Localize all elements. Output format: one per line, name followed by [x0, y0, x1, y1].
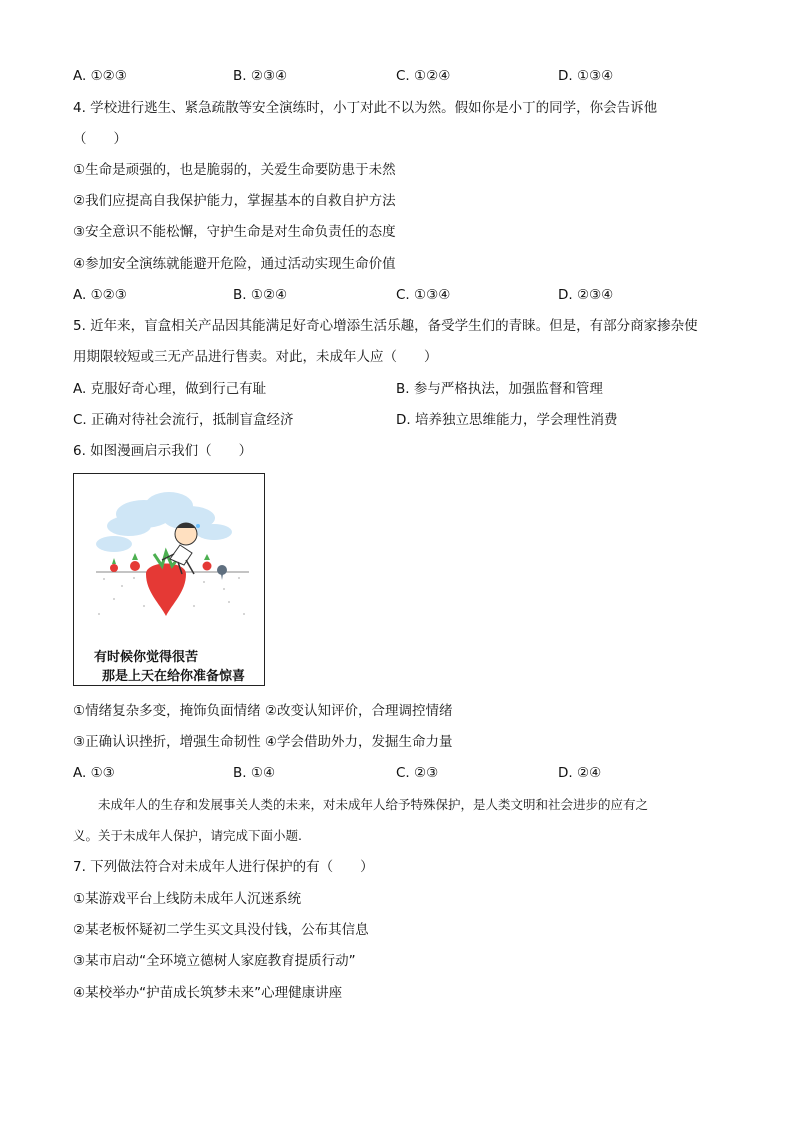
q3-option-b: B. ②③④: [233, 68, 288, 84]
q6-stem: 6. 如图漫画启示我们（ ）: [73, 443, 253, 459]
q5-option-a: A. 克服好奇心理，做到行己有耻: [73, 381, 267, 397]
q7-item-1: ①某游戏平台上线防未成年人沉迷系统: [73, 891, 302, 907]
q6-option-b: B. ①④: [233, 765, 276, 781]
q6-item-2: ③正确认识挫折，增强生命韧性 ④学会借助外力，发掘生命力量: [73, 734, 453, 750]
cloud-icon: [96, 492, 232, 552]
q4-option-a: A. ①②③: [73, 287, 127, 303]
q4-option-b: B. ①②④: [233, 287, 288, 303]
q3-option-a: A. ①②③: [73, 68, 127, 84]
q4-stem: 4. 学校进行逃生、紧急疏散等安全演练时，小丁对此不以为然。假如你是小丁的同学，你会告诉他: [73, 100, 658, 116]
q6-option-a: A. ①③: [73, 765, 115, 781]
q7-item-3: ③某市启动“全环境立德树人家庭教育提质行动”: [73, 953, 356, 969]
q4-option-c: C. ①③④: [396, 287, 451, 303]
material-line-1: 未成年人的生存和发展事关人类的未来，对未成年人给予特殊保护，是人类文明和社会进步的应有之: [98, 797, 649, 812]
q3-option-d: D. ①③④: [558, 68, 614, 84]
comic-caption-2: 那是上天在给你准备惊喜: [102, 669, 246, 684]
q4-answer-paren: （ ）: [73, 131, 127, 147]
q3-option-c: C. ①②④: [396, 68, 451, 84]
q5-option-c: C. 正确对待社会流行，抵制盲盒经济: [73, 412, 294, 428]
q7-item-4: ④某校举办“护苗成长筑梦未来”心理健康讲座: [73, 985, 343, 1001]
q6-comic: [73, 473, 265, 686]
q5-option-d: D. 培养独立思维能力，学会理性消费: [396, 412, 618, 428]
q7-item-2: ②某老板怀疑初二学生买文具没付钱，公布其信息: [73, 922, 369, 938]
q4-item-1: ①生命是顽强的，也是脆弱的，关爱生命要防患于未然: [73, 162, 396, 178]
q4-item-2: ②我们应提高自我保护能力，掌握基本的自救自护方法: [73, 193, 396, 209]
q6-option-c: C. ②③: [396, 765, 439, 781]
q6-item-1: ①情绪复杂多变，掩饰负面情绪 ②改变认知评价，合理调控情绪: [73, 703, 453, 719]
material-line-2: 义。关于未成年人保护，请完成下面小题.: [73, 828, 302, 843]
q5-option-b: B. 参与严格执法，加强监督和管理: [396, 381, 603, 397]
q4-item-3: ③安全意识不能松懈，守护生命是对生命负责任的态度: [73, 224, 396, 240]
q7-stem: 7. 下列做法符合对未成年人进行保护的有（ ）: [73, 859, 374, 875]
q5-stem-line1: 5. 近年来，盲盒相关产品因其能满足好奇心增添生活乐趣，备受学生们的青睐。但是，有部分商家掺杂使: [73, 318, 698, 334]
q6-option-d: D. ②④: [558, 765, 602, 781]
q4-item-4: ④参加安全演练就能避开危险，通过活动实现生命价值: [73, 256, 396, 272]
q4-option-d: D. ②③④: [558, 287, 614, 303]
q5-stem-line2: 用期限较短或三无产品进行售卖。对此，未成年人应（ ）: [73, 349, 438, 365]
comic-caption-1: 有时候你觉得很苦: [94, 650, 199, 665]
